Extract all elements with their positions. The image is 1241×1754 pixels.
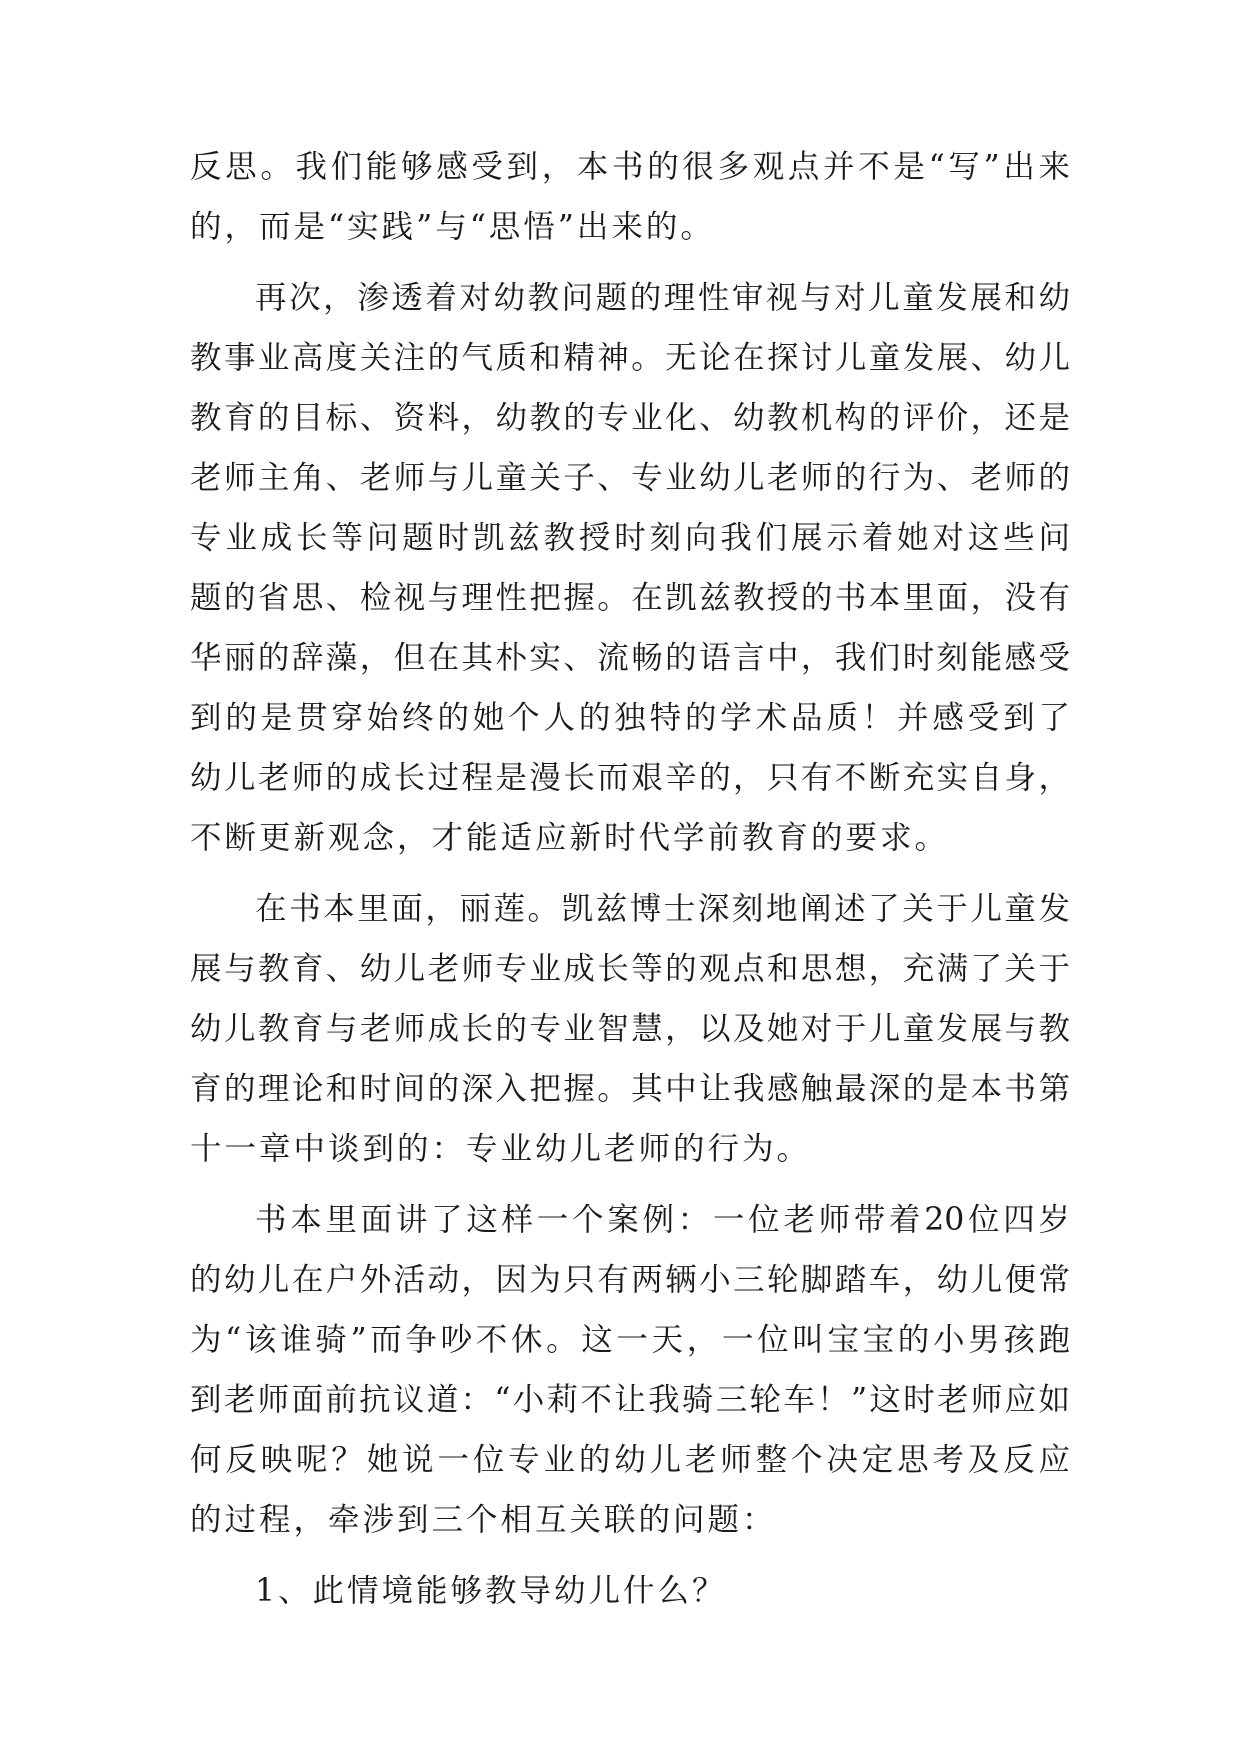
text-line: 反思。我们能够感受到，本书的很多观点并不是“写”出来: [190, 149, 1070, 185]
text-line: 展与教育、幼儿老师专业成长等的观点和思想，充满了关于: [190, 951, 1070, 987]
paragraph-first-line: 再次，渗透着对幼教问题的理性审视与对儿童发展和幼: [255, 280, 1070, 316]
paragraph-first-line: 在书本里面，丽莲。凯兹博士深刻地阐述了关于儿童发: [255, 891, 1070, 927]
text-line: 题的省思、检视与理性把握。在凯兹教授的书本里面，没有: [190, 580, 1070, 616]
text-line: 幼儿教育与老师成长的专业智慧，以及她对于儿童发展与教: [190, 1011, 1070, 1047]
text-line: 的幼儿在户外活动，因为只有两辆小三轮脚踏车，幼儿便常: [190, 1262, 1070, 1298]
paragraph-first-line: 书本里面讲了这样一个案例：一位老师带着20位四岁: [255, 1202, 1070, 1238]
text-line: 到的是贯穿始终的她个人的独特的学术品质！并感受到了: [190, 700, 1070, 736]
text-line: 老师主角、老师与儿童关子、专业幼儿老师的行为、老师的: [190, 460, 1070, 496]
list-item: 1、此情境能够教导幼儿什么？: [255, 1573, 727, 1609]
text-line: 的，而是“实践”与“思悟”出来的。: [190, 209, 715, 245]
text-line: 的过程，牵涉到三个相互关联的问题：: [190, 1502, 777, 1538]
text-line: 十一章中谈到的：专业幼儿老师的行为。: [190, 1131, 812, 1167]
text-line: 育的理论和时间的深入把握。其中让我感触最深的是本书第: [190, 1071, 1070, 1107]
text-line: 不断更新观念，才能适应新时代学前教育的要求。: [190, 820, 950, 856]
text-line: 华丽的辞藻，但在其朴实、流畅的语言中，我们时刻能感受: [190, 640, 1070, 676]
text-line: 幼儿老师的成长过程是漫长而艰辛的，只有不断充实自身，: [190, 760, 1070, 796]
text-line: 到老师面前抗议道：“小莉不让我骑三轮车！”这时老师应如: [190, 1382, 1070, 1418]
text-line: 教育的目标、资料，幼教的专业化、幼教机构的评价，还是: [190, 400, 1070, 436]
text-line: 何反映呢？她说一位专业的幼儿老师整个决定思考及反应: [190, 1442, 1070, 1478]
text-line: 教事业高度关注的气质和精神。无论在探讨儿童发展、幼儿: [190, 340, 1070, 376]
text-line: 专业成长等问题时凯兹教授时刻向我们展示着她对这些问: [190, 520, 1070, 556]
text-line: 为“该谁骑”而争吵不休。这一天，一位叫宝宝的小男孩跑: [190, 1322, 1070, 1358]
